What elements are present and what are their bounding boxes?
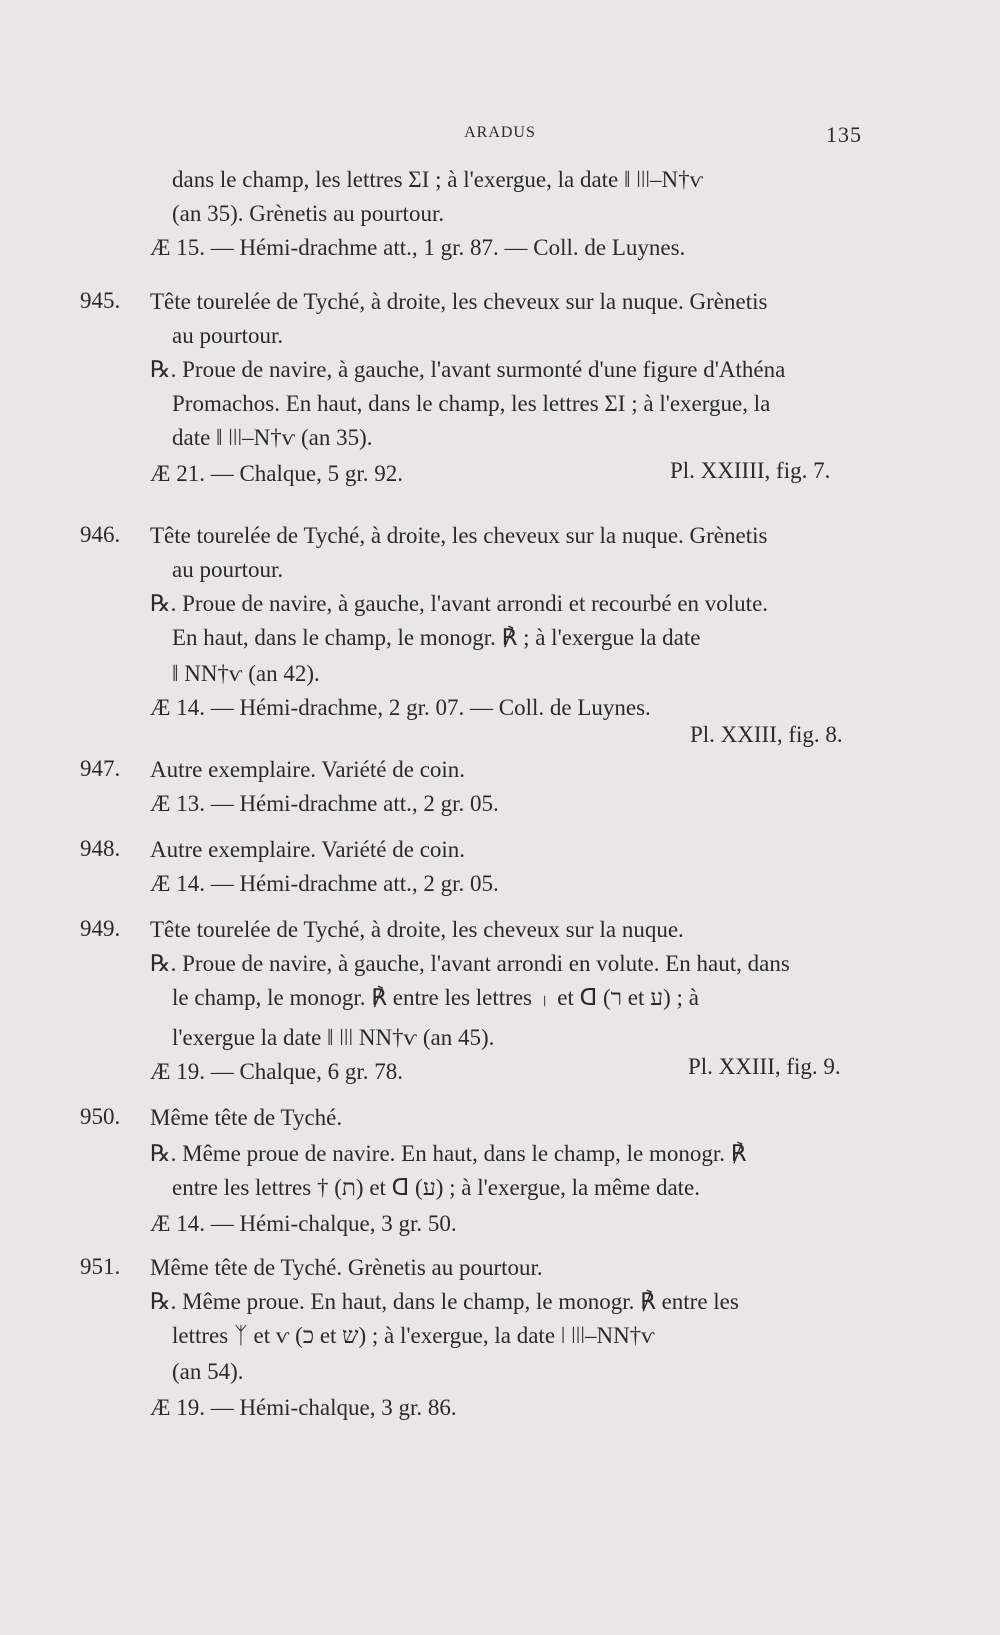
page-number: 135 <box>826 122 862 147</box>
entry-line: Promachos. En haut, dans le champ, les lettres ΣΙ ; à l'exergue, la <box>172 391 771 416</box>
entry-line: lettres ᛉ et ѵ (כ et ש) ; à l'exergue, la date ǀ ǀǀǀ–ΝΝ†ѵ <box>172 1323 655 1348</box>
entry-line: l'exergue la date ‖ ǀǀǀ ΝΝ†ѵ (an 45). <box>172 1025 495 1050</box>
plate-reference: Pl. XXIII, fig. 8. <box>690 722 843 747</box>
entry-line: Même tête de Tyché. <box>150 1105 343 1130</box>
entry-line: Æ 21. — Chalque, 5 gr. 92. <box>150 461 403 486</box>
entry-line: Tête tourelée de Tyché, à droite, les cheveux sur la nuque. Grènetis <box>150 289 768 314</box>
entry-line: entre les lettres † (ת) et ᗡ (ע) ; à l'exergue, la même date. <box>172 1175 701 1200</box>
entry-line: ‖ ΝΝ†ѵ (an 42). <box>172 661 320 686</box>
entry-line: Autre exemplaire. Variété de coin. <box>150 757 466 782</box>
entry-line: ℞. Même proue. En haut, dans le champ, le monogr. ℟ entre les <box>150 1289 739 1314</box>
entry-line: dans le champ, les lettres ΣΙ ; à l'exergue, la date ‖ ǀǀǀ–Ν†ѵ <box>172 167 704 192</box>
entry-number: 950. <box>80 1104 121 1129</box>
entry-line: ℞. Proue de navire, à gauche, l'avant surmonté d'une figure d'Athéna <box>150 357 786 382</box>
plate-reference: Pl. XXIII, fig. 9. <box>688 1054 841 1079</box>
entry-line: (an 54). <box>172 1359 244 1384</box>
entry-line: (an 35). Grènetis au pourtour. <box>172 201 445 226</box>
entry-line: Æ 14. — Hémi-chalque, 3 gr. 50. <box>150 1211 457 1236</box>
entry-line: Autre exemplaire. Variété de coin. <box>150 837 466 862</box>
running-title: ARADUS <box>464 124 536 141</box>
entry-number: 947. <box>80 756 121 781</box>
entry-number: 951. <box>80 1254 121 1279</box>
entry-line: ℞. Proue de navire, à gauche, l'avant arrondi en volute. En haut, dans <box>150 951 790 976</box>
entry-line: Tête tourelée de Tyché, à droite, les cheveux sur la nuque. Grènetis <box>150 523 768 548</box>
entry-line: ℞. Proue de navire, à gauche, l'avant arrondi et recourbé en volute. <box>150 591 769 616</box>
entry-line: Æ 19. — Chalque, 6 gr. 78. <box>150 1059 403 1084</box>
entry-line: Æ 14. — Hémi-drachme, 2 gr. 07. — Coll. de Luynes. <box>150 695 651 720</box>
entry-line: au pourtour. <box>172 323 284 348</box>
entry-line: Æ 15. — Hémi-drachme att., 1 gr. 87. — Coll. de Luynes. <box>150 235 686 260</box>
entry-number: 949. <box>80 916 121 941</box>
entry-line: Æ 19. — Hémi-chalque, 3 gr. 86. <box>150 1395 457 1420</box>
entry-line: En haut, dans le champ, le monogr. ℟ ; à l'exergue la date <box>172 625 701 650</box>
entry-number: 946. <box>80 522 121 547</box>
entry-line: Même tête de Tyché. Grènetis au pourtour. <box>150 1255 543 1280</box>
entry-line: le champ, le monogr. ℟ entre les lettres ᛧ et ᗡ (ר et ע) ; à <box>172 985 699 1010</box>
plate-reference: Pl. XXIIII, fig. 7. <box>670 458 831 483</box>
entry-line: Æ 13. — Hémi-drachme att., 2 gr. 05. <box>150 791 499 816</box>
entry-line: date ‖ ǀǀǀ–Ν†ѵ (an 35). <box>172 425 373 450</box>
entry-line: ℞. Même proue de navire. En haut, dans le champ, le monogr. ℟ <box>150 1141 747 1166</box>
entry-line: Tête tourelée de Tyché, à droite, les cheveux sur la nuque. <box>150 917 684 942</box>
entry-line: au pourtour. <box>172 557 284 582</box>
entry-number: 945. <box>80 288 121 313</box>
entry-line: Æ 14. — Hémi-drachme att., 2 gr. 05. <box>150 871 499 896</box>
entry-number: 948. <box>80 836 121 861</box>
